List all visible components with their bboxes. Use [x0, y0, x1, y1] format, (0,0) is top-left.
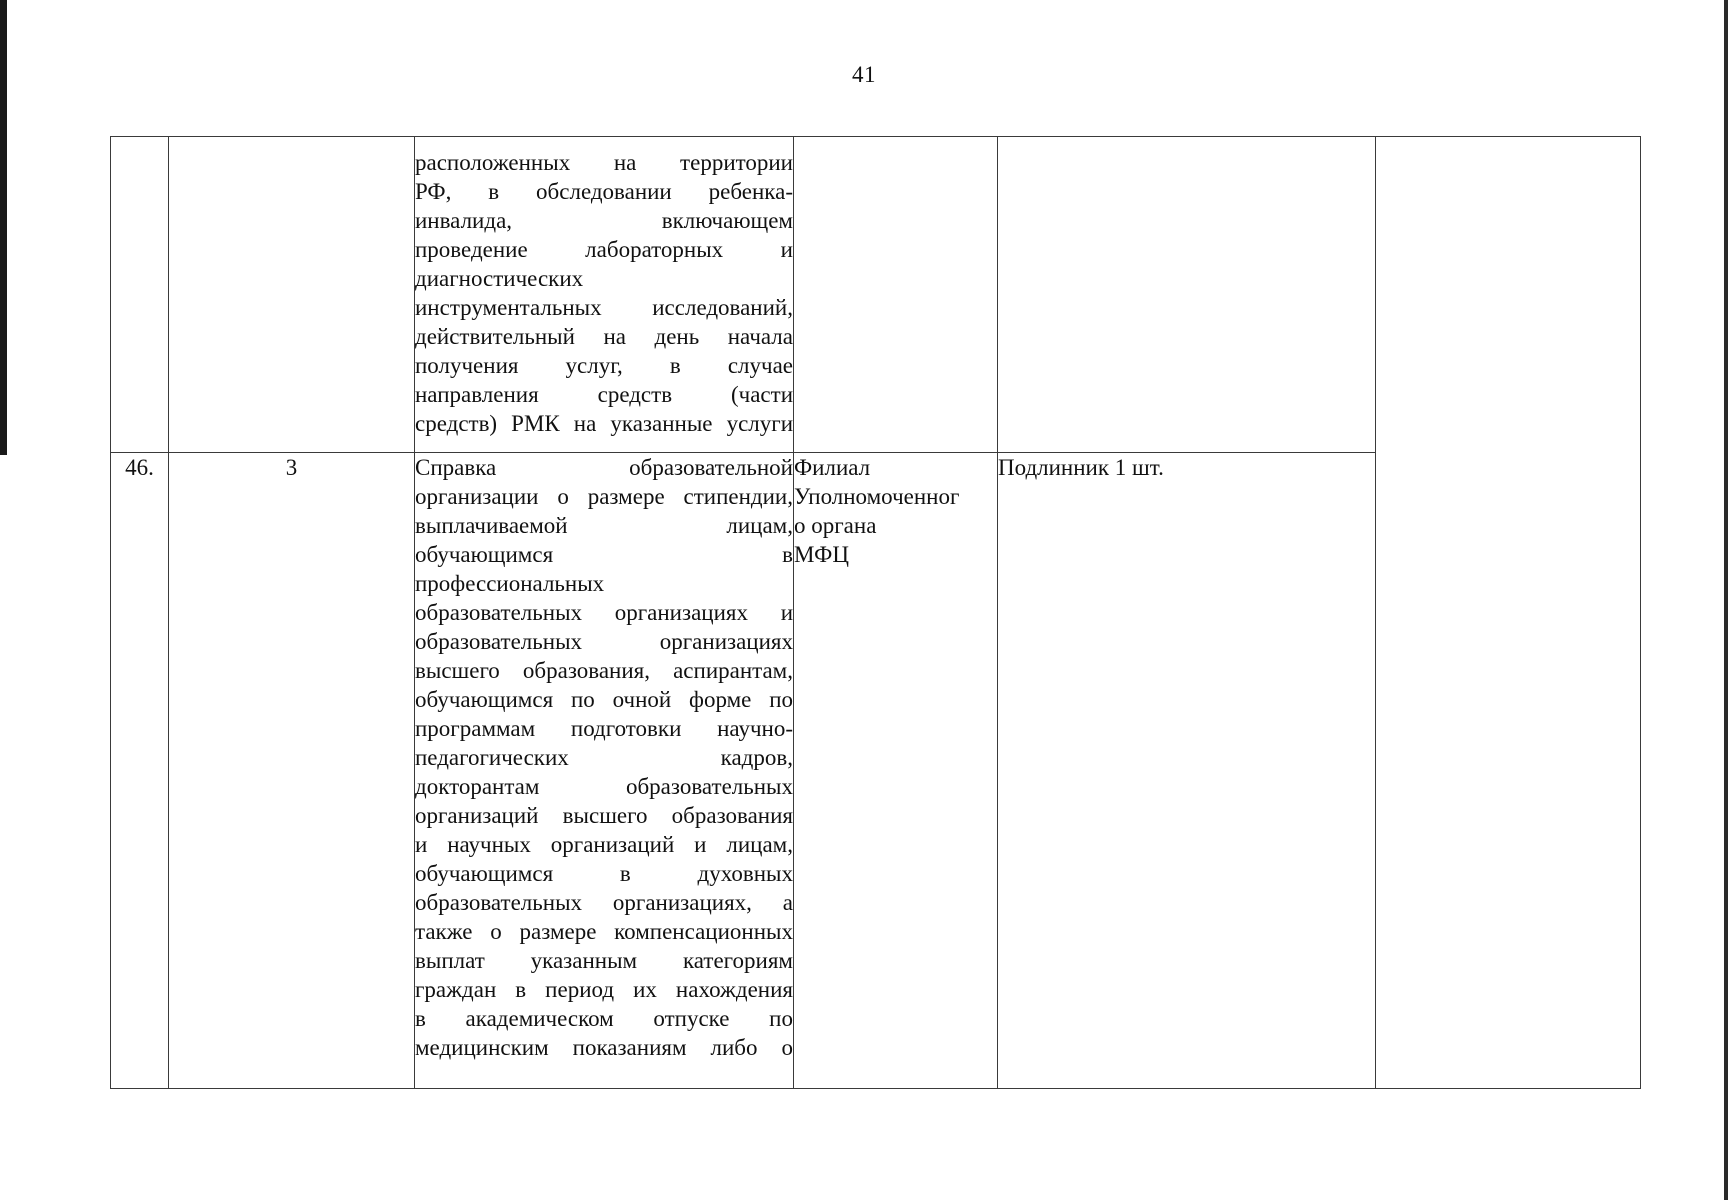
organization-line: Филиал [794, 455, 871, 480]
document-line: образовательных организациях, а [415, 890, 793, 915]
document-line: организации о размере стипендии, [415, 484, 793, 509]
document-line: обучающимся в [415, 542, 793, 567]
document-line: также о размере компенсационных [415, 919, 793, 944]
row-quantity: 3 [169, 453, 415, 1089]
cell-form: Подлинник 1 шт. [998, 453, 1376, 1089]
document-line: высшего образования, аспирантам, [415, 658, 793, 683]
document-line: получения услуг, в случае [415, 353, 793, 378]
document-line: в академическом отпуске по [415, 1006, 793, 1031]
document-line: докторантам образовательных [415, 774, 793, 799]
document-line: расположенных на территории [415, 150, 793, 175]
organization-line: Уполномоченног [794, 484, 960, 509]
cell-document-continued [415, 137, 794, 453]
cell-form-empty [998, 137, 1376, 453]
document-line: средств) РМК на указанные услуги [415, 411, 793, 436]
cell-organization [794, 453, 998, 1089]
document-line: выплат указанным категориям [415, 948, 793, 973]
cell-number-empty [111, 137, 169, 453]
cell-organization-empty [794, 137, 998, 453]
document-line: выплачиваемой лицам, [415, 513, 793, 538]
document-line: диагностических [415, 266, 584, 291]
row-number: 46. [111, 453, 169, 1089]
document-line: образовательных организациях [415, 629, 793, 654]
document-line: педагогических кадров, [415, 745, 793, 770]
document-line: РФ, в обследовании ребенка- [415, 179, 793, 204]
document-line: проведение лабораторных и [415, 237, 793, 262]
cell-last-column [1376, 137, 1641, 1089]
document-line: граждан в период их нахождения [415, 977, 793, 1002]
organization-line: МФЦ [794, 542, 849, 567]
document-line: действительный на день начала [415, 324, 793, 349]
document-line: обучающимся по очной форме по [415, 687, 793, 712]
document-line: образовательных организациях и [415, 600, 793, 625]
table-row-continued [111, 137, 1641, 453]
document-line: инструментальных исследований, [415, 295, 793, 320]
cell-quantity-empty [169, 137, 415, 453]
cell-document [415, 453, 794, 1089]
page-number: 41 [852, 62, 876, 87]
scan-edge-right [1724, 0, 1728, 1200]
document-line: профессиональных [415, 571, 605, 596]
document-line: инвалида, включающем [415, 208, 793, 233]
document-line: организаций высшего образования [415, 803, 793, 828]
document-line: и научных организаций и лицам, [415, 832, 793, 857]
document-line: направления средств (части [415, 382, 793, 407]
document-line: программам подготовки научно- [415, 716, 793, 741]
organization-line: о органа [794, 513, 877, 538]
document-line: Справка образовательной [415, 455, 793, 480]
document-line: медицинским показаниям либо о [415, 1035, 793, 1060]
document-line: обучающимся в духовных [415, 861, 793, 886]
document-table [110, 136, 1641, 1089]
